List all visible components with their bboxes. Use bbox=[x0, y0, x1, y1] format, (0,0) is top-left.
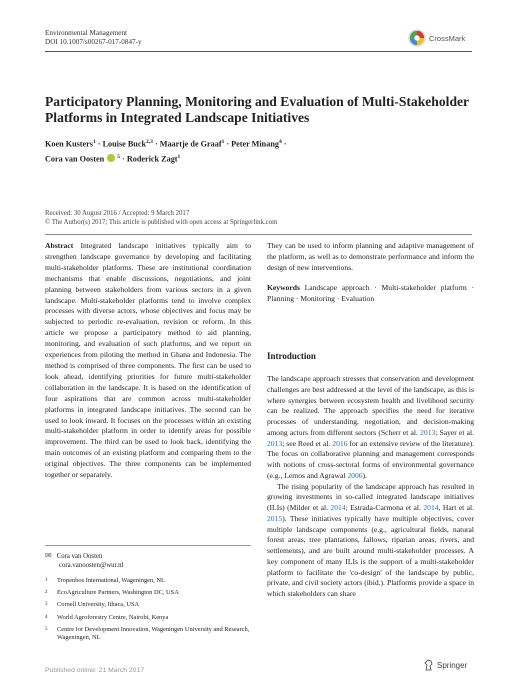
crossmark-icon bbox=[408, 29, 426, 47]
affiliations bbox=[45, 577, 251, 646]
introduction-body bbox=[267, 374, 474, 600]
abstract-label: Abstract bbox=[45, 241, 74, 250]
citation-link[interactable]: 2015 bbox=[267, 513, 283, 523]
intro-paragraph: The rising popularity of the landscape approach has resulted in growing investments in so-called integrated landscape initiatives (ILIs) (Milder et al. 2014; Estrada-Carmona et al. 2014, Hart et al. 2015). These initiatives typically have multiple objectives, cover multiple landscape components (e.g., agricultural fields, natural forest areas, tree plantations, fallows, riparian areas, rivers, and settlements), and are built around multi-stakeholder processes. A key component of many ILIs is the support of a multi-stakeholder platform to facilitate the 'co-design' of the landscape by public, private, and civil society actors (ibid.). Platforms provide a space in which stakeholders can share bbox=[267, 481, 475, 598]
citation-link[interactable]: 2006 bbox=[347, 470, 363, 480]
affiliation-sup: 4 bbox=[278, 139, 282, 145]
author-name[interactable]: Peter Minang bbox=[231, 139, 279, 149]
affiliation-sup: 5 bbox=[117, 153, 120, 160]
envelope-icon: ✉ bbox=[45, 551, 52, 560]
right-column-top bbox=[267, 241, 474, 305]
citation-link[interactable]: 2013 bbox=[420, 427, 436, 437]
affiliation-item: 3 Cornell University, Ithaca, USA bbox=[45, 601, 140, 609]
footnote-rule bbox=[45, 545, 251, 546]
dates-rule bbox=[45, 234, 472, 235]
keywords-label: Keywords bbox=[267, 282, 300, 292]
affiliation-sup: 1 bbox=[221, 139, 225, 145]
corresponding-email[interactable]: cora.vanoosten@wur.nl bbox=[59, 562, 124, 569]
author-name[interactable]: Cora van Oosten bbox=[45, 154, 105, 164]
crossmark-badge[interactable] bbox=[408, 29, 465, 47]
springer-logo bbox=[424, 659, 467, 671]
springer-horse-icon bbox=[424, 659, 434, 671]
citation-link[interactable]: 2013 bbox=[267, 438, 283, 448]
copyright-line: © The Author(s) 2017; This article is published with open access at Springerlink.com bbox=[45, 218, 278, 226]
intro-paragraph: The landscape approach stresses that conservation and development challenges are best addressed at the level of the landscape, as this is where synergies between ecosystem health and livelihood security can be realized. The approach specifies the need for iterative processes of understanding, negotiation, and decision-making among actors from different sectors (Scherr et al. 2013; Sayer et al. 2013; see Reed et al. 2016 for an extensive review of the literature). The focus on collaborative planning and management corresponds with notions of cross-sectoral forms of environmental governance (e.g., Lemos and Agrawal 2006). bbox=[267, 374, 474, 480]
citation-link[interactable]: 2014 bbox=[330, 503, 346, 512]
journal-name: Environmental Management bbox=[45, 29, 128, 37]
journal-header bbox=[45, 29, 142, 47]
citation-link[interactable]: 2016 bbox=[332, 438, 348, 448]
abstract-block bbox=[45, 241, 251, 481]
header-rule bbox=[45, 51, 472, 52]
citation-link[interactable]: 2014 bbox=[423, 503, 439, 512]
affiliation-sup: 1 bbox=[93, 139, 96, 145]
received-accepted: Received: 30 August 2016 / Accepted: 9 March 2017 bbox=[45, 210, 190, 217]
keywords-text: Landscape approach · Multi-stakeholder platform · Planning · Monitoring · Evaluation bbox=[267, 282, 474, 303]
article-title: Participatory Planning, Monitoring and Evaluation of Multi-Stakeholder Platforms in Integrated Landscape Initiatives bbox=[45, 94, 469, 125]
crossmark-label: CrossMark bbox=[429, 33, 466, 43]
affiliation-item: 4 World Agroforestry Centre, Nairobi, Kenya bbox=[45, 613, 169, 621]
journal-doi[interactable]: DOI 10.1007/s00267-017-0847-y bbox=[45, 38, 142, 46]
abstract-text: Integrated landscape initiatives typically aim to strengthen landscape governance by developing and facilitating multi-stakeholder platforms. These are institutional coordination mechanisms that enable discussions, negotiations, and joint planning between stakeholders from various sectors in a given landscape. Multi-stakeholder platforms tend to involve complex processes with diverse actors, whose objectives and focus may be subjected to periodic re-evaluation, revision or reform. In this article we propose a participatory method to aid planning, monitoring, and evaluation of such platforms, and we report on experiences from piloting the method in Ghana and Indonesia. The method is comprised of three components. The first can be used to look ahead, identifying priorities for future multi-stakeholder collaboration in the landscape. It is based on the identification of four aspirations that are common across multi-stakeholder platforms in integrated landscape initiatives. The second can be used to look inward. It focuses on the processes within an existing multi-stakeholder platform in order to identify areas for possible improvement. The third can be used to look back, identifying the main outcomes of an existing platform and comparing them to the original objectives. The three components can be implemented together or separately. bbox=[45, 241, 251, 480]
author-name[interactable]: Maartje de Graaf bbox=[159, 139, 222, 149]
springer-label: Springer bbox=[437, 660, 468, 670]
affiliation-sup: 2,3 bbox=[146, 139, 153, 145]
author-list: Koen Kusters$^1$ · Louise Buck$^{2,3}$ · Maartje de Graaf$^1$ · Peter Minang$^4$ · Cora van Oosten $^5$ · Roderick Zagt$^1$ bbox=[45, 139, 287, 164]
published-online: Published online: 21 March 2017 bbox=[45, 667, 144, 674]
affiliation-sup: 1 bbox=[177, 153, 181, 160]
affiliation-item: 5 Centre for Development Innovation, Wageningen University and Research, Wageningen, NL bbox=[45, 625, 250, 642]
author-name[interactable]: Roderick Zagt bbox=[126, 154, 178, 164]
author-name[interactable]: Louise Buck bbox=[102, 139, 147, 149]
affiliation-item: 1 Tropenbos International, Wageningen, NL bbox=[45, 577, 165, 584]
correspondence bbox=[45, 551, 251, 570]
author-name[interactable]: Koen Kusters bbox=[45, 139, 93, 149]
keywords-block bbox=[267, 283, 474, 305]
affiliation-item: 2 EcoAgriculture Partners, Washington DC, USA bbox=[45, 589, 179, 597]
introduction-heading: Introduction bbox=[267, 351, 316, 361]
orcid-icon[interactable] bbox=[107, 154, 115, 162]
article-dates bbox=[45, 210, 465, 227]
corresponding-author: Cora van Oosten bbox=[56, 553, 103, 560]
abstract-continuation: They can be used to inform planning and adaptive management of the platform, as well as to demonstrate performance and inform the design of new interventions. bbox=[267, 241, 474, 272]
